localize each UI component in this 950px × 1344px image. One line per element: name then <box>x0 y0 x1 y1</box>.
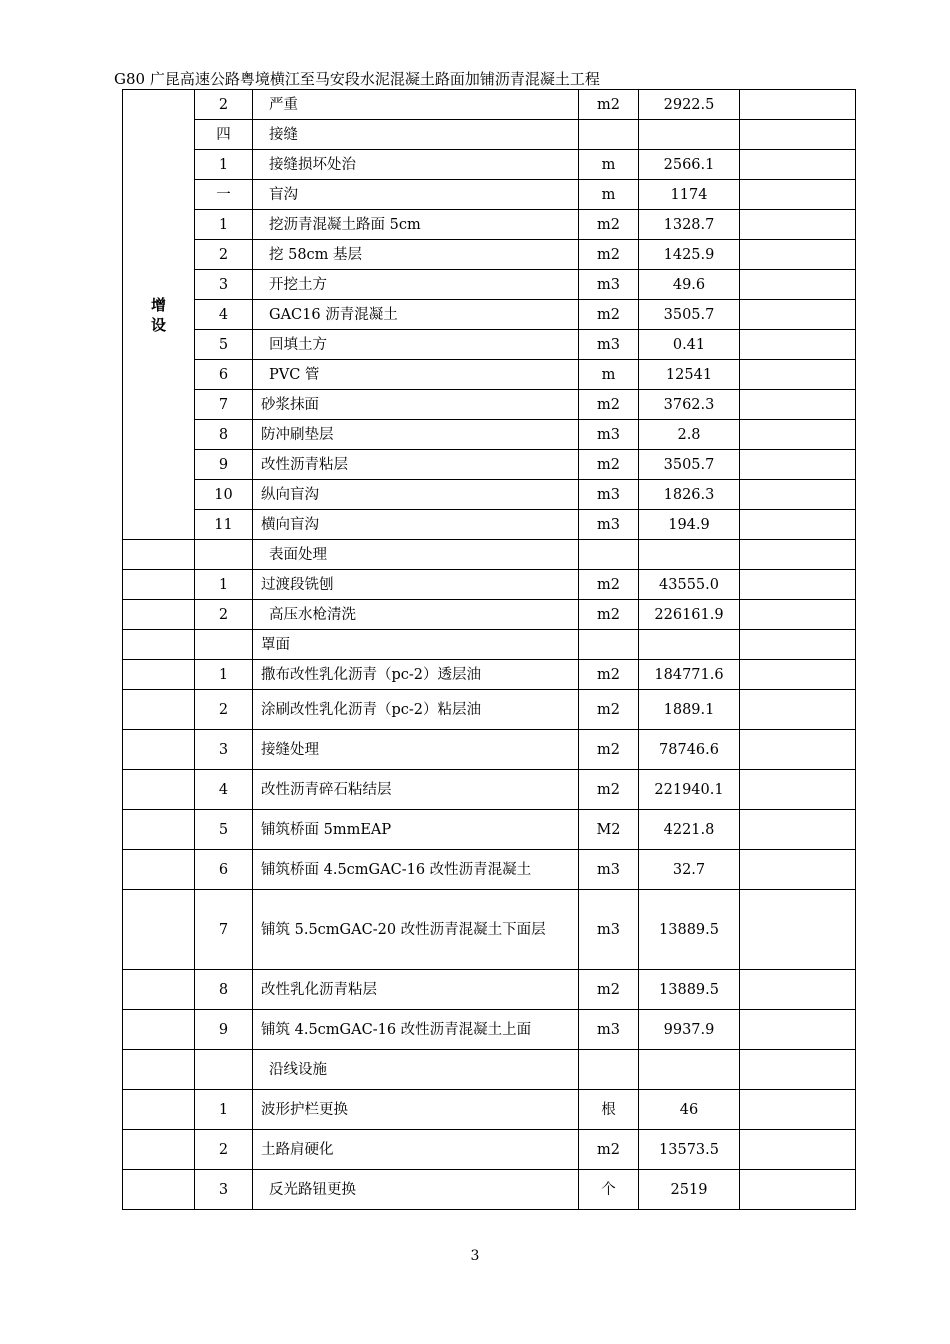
item-number: 7 <box>195 890 253 970</box>
item-number: 四 <box>195 120 253 150</box>
category-char: 设 <box>150 315 166 334</box>
item-quantity: 3762.3 <box>639 390 740 420</box>
item-name: 接缝 <box>253 120 579 150</box>
item-remark <box>740 970 856 1010</box>
item-unit <box>579 630 639 660</box>
item-number: 一 <box>195 180 253 210</box>
item-name: 涂刷改性乳化沥青（pc-2）粘层油 <box>253 690 579 730</box>
table-row <box>123 970 856 1010</box>
item-unit: m2 <box>579 90 639 120</box>
item-number: 4 <box>195 300 253 330</box>
item-unit: m2 <box>579 970 639 1010</box>
category-cell <box>123 690 195 730</box>
item-remark <box>740 660 856 690</box>
item-remark <box>740 850 856 890</box>
item-quantity: 46 <box>639 1090 740 1130</box>
item-quantity: 1328.7 <box>639 210 740 240</box>
item-number <box>195 630 253 660</box>
item-unit: m2 <box>579 690 639 730</box>
category-cell <box>123 1130 195 1170</box>
item-remark <box>740 1010 856 1050</box>
item-unit: 个 <box>579 1170 639 1210</box>
item-quantity <box>639 540 740 570</box>
item-unit: m2 <box>579 730 639 770</box>
item-remark <box>740 90 856 120</box>
table-row <box>123 890 856 970</box>
item-quantity: 2.8 <box>639 420 740 450</box>
item-unit: m2 <box>579 390 639 420</box>
item-number: 8 <box>195 420 253 450</box>
category-cell <box>123 1170 195 1210</box>
item-name: 严重 <box>253 90 579 120</box>
item-remark <box>740 890 856 970</box>
item-unit: m3 <box>579 270 639 300</box>
item-remark <box>740 570 856 600</box>
item-name: 防冲刷垫层 <box>253 420 579 450</box>
item-name: 回填土方 <box>253 330 579 360</box>
item-remark <box>740 480 856 510</box>
item-number: 2 <box>195 90 253 120</box>
item-number: 2 <box>195 600 253 630</box>
item-unit: m2 <box>579 450 639 480</box>
table-row <box>123 360 856 390</box>
item-number <box>195 540 253 570</box>
item-unit: m2 <box>579 210 639 240</box>
item-remark <box>740 1050 856 1090</box>
category-cell <box>123 890 195 970</box>
item-name: 反光路钮更换 <box>253 1170 579 1210</box>
table-row <box>123 850 856 890</box>
category-cell <box>123 730 195 770</box>
item-remark <box>740 1170 856 1210</box>
item-quantity <box>639 1050 740 1090</box>
category-cell <box>123 570 195 600</box>
item-quantity: 12541 <box>639 360 740 390</box>
item-name: 改性沥青粘层 <box>253 450 579 480</box>
table-row <box>123 1090 856 1130</box>
table-row <box>123 300 856 330</box>
table-row <box>123 480 856 510</box>
table-row <box>123 240 856 270</box>
category-char: 增 <box>150 295 166 314</box>
item-quantity: 1425.9 <box>639 240 740 270</box>
table-row <box>123 1050 856 1090</box>
item-quantity: 1826.3 <box>639 480 740 510</box>
item-name: 沿线设施 <box>253 1050 579 1090</box>
table-row <box>123 420 856 450</box>
item-name: 盲沟 <box>253 180 579 210</box>
item-name: 撒布改性乳化沥青（pc-2）透层油 <box>253 660 579 690</box>
table-row <box>123 210 856 240</box>
item-remark <box>740 210 856 240</box>
table-row <box>123 270 856 300</box>
item-remark <box>740 450 856 480</box>
item-unit: m2 <box>579 300 639 330</box>
table-row <box>123 90 856 120</box>
item-quantity: 2519 <box>639 1170 740 1210</box>
item-remark <box>740 540 856 570</box>
category-cell <box>123 660 195 690</box>
item-quantity: 1174 <box>639 180 740 210</box>
item-remark <box>740 270 856 300</box>
item-number: 10 <box>195 480 253 510</box>
item-name: GAC16 沥青混凝土 <box>253 300 579 330</box>
item-number: 3 <box>195 1170 253 1210</box>
item-number: 8 <box>195 970 253 1010</box>
item-unit <box>579 1050 639 1090</box>
category-cell <box>123 90 195 540</box>
item-quantity: 4221.8 <box>639 810 740 850</box>
table-row <box>123 330 856 360</box>
item-remark <box>740 770 856 810</box>
category-cell <box>123 770 195 810</box>
item-unit: m3 <box>579 1010 639 1050</box>
item-name: 高压水枪清洗 <box>253 600 579 630</box>
item-quantity: 226161.9 <box>639 600 740 630</box>
table-row <box>123 1130 856 1170</box>
item-number: 9 <box>195 1010 253 1050</box>
item-number: 5 <box>195 330 253 360</box>
item-unit: m3 <box>579 480 639 510</box>
item-remark <box>740 810 856 850</box>
item-unit: m2 <box>579 660 639 690</box>
item-name: 过渡段铣刨 <box>253 570 579 600</box>
item-unit: m2 <box>579 240 639 270</box>
item-remark <box>740 1090 856 1130</box>
page-number: 3 <box>470 1248 480 1264</box>
item-name: 砂浆抹面 <box>253 390 579 420</box>
item-remark <box>740 690 856 730</box>
table-row <box>123 150 856 180</box>
item-unit: m <box>579 150 639 180</box>
item-remark <box>740 630 856 660</box>
item-number: 3 <box>195 730 253 770</box>
item-unit: m2 <box>579 600 639 630</box>
item-name: 土路肩硬化 <box>253 1130 579 1170</box>
item-remark <box>740 240 856 270</box>
item-number: 1 <box>195 210 253 240</box>
quantity-table <box>122 89 856 1210</box>
item-remark <box>740 420 856 450</box>
item-number: 6 <box>195 850 253 890</box>
item-remark <box>740 300 856 330</box>
item-name: 铺筑桥面 4.5cmGAC-16 改性沥青混凝土 <box>253 850 579 890</box>
item-quantity: 194.9 <box>639 510 740 540</box>
item-number: 1 <box>195 660 253 690</box>
item-number <box>195 1050 253 1090</box>
category-cell <box>123 600 195 630</box>
item-name: 波形护栏更换 <box>253 1090 579 1130</box>
item-quantity <box>639 630 740 660</box>
item-number: 7 <box>195 390 253 420</box>
item-unit: M2 <box>579 810 639 850</box>
quantity-table-body <box>123 90 856 1210</box>
item-unit: m3 <box>579 890 639 970</box>
item-unit: m3 <box>579 420 639 450</box>
item-name: 表面处理 <box>253 540 579 570</box>
item-name: 铺筑桥面 5mmEAP <box>253 810 579 850</box>
item-remark <box>740 150 856 180</box>
item-unit: m3 <box>579 510 639 540</box>
category-cell <box>123 970 195 1010</box>
item-remark <box>740 510 856 540</box>
item-number: 11 <box>195 510 253 540</box>
item-remark <box>740 390 856 420</box>
item-name: 改性沥青碎石粘结层 <box>253 770 579 810</box>
table-row <box>123 180 856 210</box>
table-row <box>123 1010 856 1050</box>
item-number: 4 <box>195 770 253 810</box>
item-quantity: 9937.9 <box>639 1010 740 1050</box>
item-number: 2 <box>195 1130 253 1170</box>
item-unit: m <box>579 180 639 210</box>
item-number: 1 <box>195 150 253 180</box>
item-name: 改性乳化沥青粘层 <box>253 970 579 1010</box>
item-quantity: 2566.1 <box>639 150 740 180</box>
item-unit: m2 <box>579 1130 639 1170</box>
category-cell <box>123 1090 195 1130</box>
item-quantity: 32.7 <box>639 850 740 890</box>
item-quantity: 0.41 <box>639 330 740 360</box>
item-number: 3 <box>195 270 253 300</box>
item-quantity: 78746.6 <box>639 730 740 770</box>
item-quantity: 49.6 <box>639 270 740 300</box>
item-unit: m2 <box>579 770 639 810</box>
item-remark <box>740 180 856 210</box>
document-header: G80 广昆高速公路粤境横江至马安段水泥混凝土路面加铺沥青混凝土工程 <box>114 70 600 88</box>
item-number: 9 <box>195 450 253 480</box>
item-remark <box>740 600 856 630</box>
item-unit: m3 <box>579 850 639 890</box>
item-unit: m <box>579 360 639 390</box>
item-name: 挖沥青混凝土路面 5cm <box>253 210 579 240</box>
table-row <box>123 570 856 600</box>
item-quantity: 1889.1 <box>639 690 740 730</box>
item-remark <box>740 330 856 360</box>
table-row <box>123 390 856 420</box>
item-remark <box>740 120 856 150</box>
item-remark <box>740 730 856 770</box>
category-cell <box>123 540 195 570</box>
category-cell <box>123 810 195 850</box>
table-row <box>123 660 856 690</box>
item-number: 6 <box>195 360 253 390</box>
table-row <box>123 540 856 570</box>
item-name: 罩面 <box>253 630 579 660</box>
item-number: 2 <box>195 240 253 270</box>
item-name: 铺筑 4.5cmGAC-16 改性沥青混凝土上面 <box>253 1010 579 1050</box>
item-remark <box>740 1130 856 1170</box>
item-unit <box>579 540 639 570</box>
item-quantity: 13889.5 <box>639 970 740 1010</box>
item-unit: 根 <box>579 1090 639 1130</box>
item-quantity: 221940.1 <box>639 770 740 810</box>
table-row <box>123 730 856 770</box>
item-quantity: 2922.5 <box>639 90 740 120</box>
item-name: 开挖土方 <box>253 270 579 300</box>
table-row <box>123 810 856 850</box>
item-name: PVC 管 <box>253 360 579 390</box>
item-unit: m3 <box>579 330 639 360</box>
item-remark <box>740 360 856 390</box>
table-row <box>123 510 856 540</box>
table-row <box>123 120 856 150</box>
item-number: 1 <box>195 1090 253 1130</box>
item-quantity: 43555.0 <box>639 570 740 600</box>
category-cell <box>123 850 195 890</box>
item-number: 2 <box>195 690 253 730</box>
item-quantity: 13889.5 <box>639 890 740 970</box>
category-cell <box>123 1050 195 1090</box>
item-name: 纵向盲沟 <box>253 480 579 510</box>
item-name: 接缝损坏处治 <box>253 150 579 180</box>
item-name: 挖 58cm 基层 <box>253 240 579 270</box>
item-quantity: 13573.5 <box>639 1130 740 1170</box>
item-name: 横向盲沟 <box>253 510 579 540</box>
category-cell <box>123 630 195 660</box>
table-row <box>123 690 856 730</box>
item-name: 接缝处理 <box>253 730 579 770</box>
item-quantity: 3505.7 <box>639 300 740 330</box>
item-number: 5 <box>195 810 253 850</box>
table-row <box>123 770 856 810</box>
item-name: 铺筑 5.5cmGAC-20 改性沥青混凝土下面层 <box>253 890 579 970</box>
table-row <box>123 630 856 660</box>
item-number: 1 <box>195 570 253 600</box>
item-unit <box>579 120 639 150</box>
category-cell <box>123 1010 195 1050</box>
table-row <box>123 450 856 480</box>
item-unit: m2 <box>579 570 639 600</box>
table-row <box>123 1170 856 1210</box>
table-row <box>123 600 856 630</box>
item-quantity: 3505.7 <box>639 450 740 480</box>
item-quantity: 184771.6 <box>639 660 740 690</box>
item-quantity <box>639 120 740 150</box>
